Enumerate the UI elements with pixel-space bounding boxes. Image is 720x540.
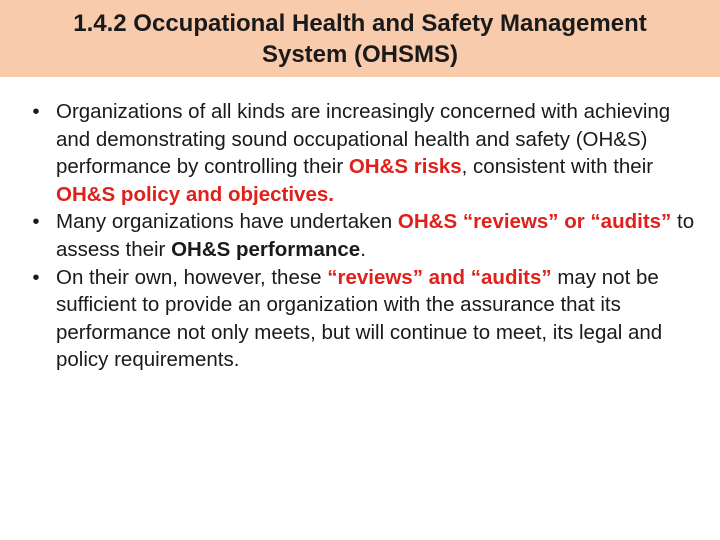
slide-title-line-2: System (OHSMS) (261, 40, 459, 68)
bullet-dot-icon: • (32, 100, 40, 123)
bullet-dot-icon: • (32, 210, 40, 234)
bullet-list (28, 98, 700, 374)
bullet-1-text: Organizations of all kinds are increasingly concerned with achieving and demonstrating sound occupational health and safety (OH&S) performance by controlling their (56, 100, 671, 179)
bullet-2-emphasis-reviews: OH&S “reviews” or “audits” (397, 210, 672, 234)
bullet-dot-icon: • (32, 265, 40, 289)
bullet-1-emphasis-risks: OH&S risks (348, 155, 462, 179)
bullet-item-1 (28, 98, 700, 208)
bullet-1-text-2: , consistent with their (461, 155, 654, 179)
bullet-2-text: Many organizations have undertaken (56, 210, 398, 234)
bullet-3-text: On their own, however, these (56, 265, 328, 289)
bullet-2-text-3: . (360, 237, 366, 261)
slide-title-line-1: 1.4.2 Occupational Health and Safety Management (73, 9, 647, 37)
bullet-3-text-2: may not be sufficient to provide an organization with the assurance that its performance not only meets, but will continue to meet, its legal and policy requirements. (56, 265, 663, 372)
bullet-2-emphasis-performance: OH&S performance (171, 237, 361, 261)
bullet-1-emphasis-policy: OH&S policy and objectives. (56, 182, 334, 206)
bullet-item-3 (28, 264, 700, 374)
bullet-3-emphasis-reviews-audits: “reviews” and “audits” (327, 265, 552, 289)
title-band (0, 0, 720, 77)
bullet-item-2 (28, 208, 700, 263)
bullet-2-text-2: to assess their (56, 210, 695, 261)
